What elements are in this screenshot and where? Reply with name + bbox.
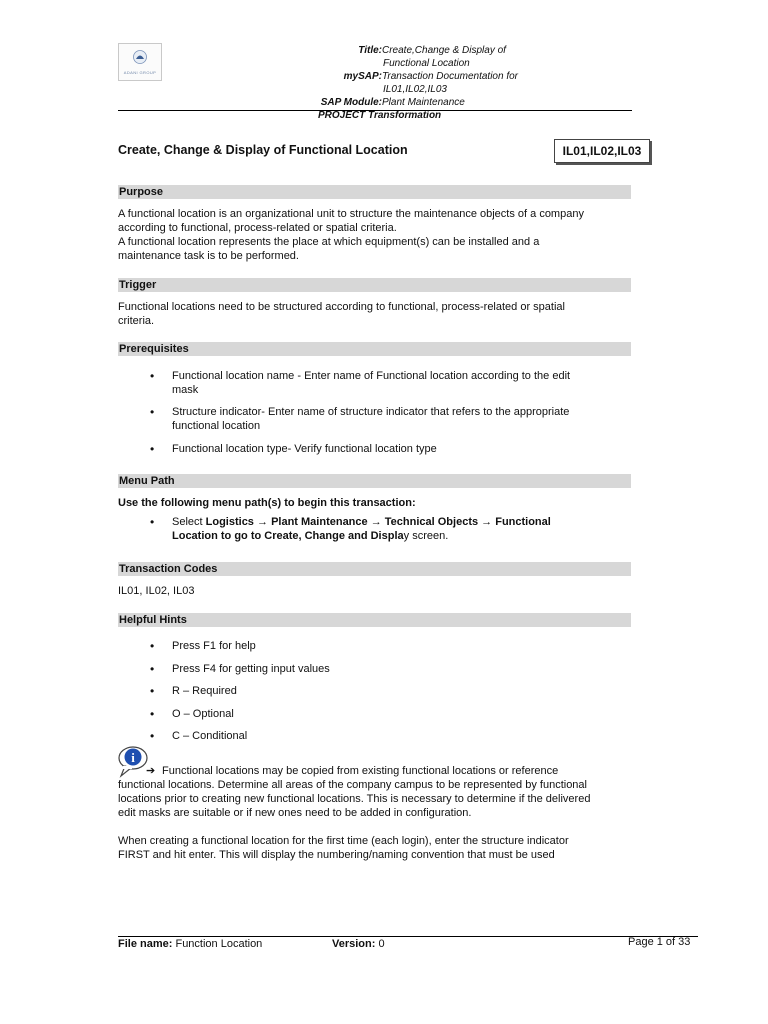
trigger-line: Functional locations need to be structured according to functional, process-related or spatial	[118, 301, 565, 313]
logo-text: ADANI GROUP	[123, 70, 157, 75]
note-line: locations prior to creating new functional locations. This is necessary to determine if the delivered	[118, 793, 591, 805]
arrow-right-icon: ➔	[146, 765, 156, 777]
project-name: PROJECT Transformation	[318, 110, 442, 121]
bullet-icon: •	[150, 684, 155, 698]
hint-item: R – Required	[172, 685, 237, 697]
section-heading-prerequisites: Prerequisites	[118, 342, 631, 356]
page-number: Page 1 of 33	[628, 936, 691, 948]
prerequisite-line: Functional location name - Enter name of Functional location according to the edit	[172, 370, 571, 382]
header-mysap-row-2: IL01,IL02,IL03	[383, 84, 447, 95]
menu-path-line-1	[172, 515, 632, 529]
file-name-label: File name:	[118, 938, 173, 950]
purpose-line: maintenance task is to be performed.	[118, 250, 299, 262]
arrow-right-icon: →	[257, 516, 268, 528]
version-label: Version:	[332, 938, 376, 950]
footer-version	[332, 937, 385, 951]
hint-item: Press F1 for help	[172, 640, 256, 652]
header-title-row	[318, 44, 506, 57]
bullet-icon: •	[150, 729, 155, 743]
transaction-code-box: IL01,IL02,IL03	[554, 139, 650, 163]
purpose-line: A functional location represents the place at which equipment(s) can be installed and a	[118, 236, 540, 248]
bullet-icon: •	[150, 515, 155, 529]
note-paragraph-2	[118, 834, 638, 862]
arrow-right-icon: →	[481, 516, 493, 528]
menu-path-select: Select	[172, 516, 203, 528]
bullet-icon: •	[150, 707, 155, 721]
section-heading-helpful-hints: Helpful Hints	[118, 613, 631, 627]
logo-icon	[133, 50, 147, 64]
mysap-value: Transaction Documentation for	[382, 71, 518, 82]
prerequisite-item	[172, 442, 622, 456]
menu-logistics: Logistics	[205, 516, 254, 528]
hint-item: O – Optional	[172, 708, 234, 720]
section-heading-menu-path: Menu Path	[118, 474, 631, 488]
note-line: Functional locations may be copied from existing functional locations or reference	[162, 765, 559, 777]
note-line: When creating a functional location for the first time (each login), enter the structure indicator	[118, 835, 569, 847]
menu-functional: Functional	[495, 516, 551, 528]
menu-path-item	[172, 515, 632, 543]
file-name-value: Function Location	[175, 938, 263, 950]
purpose-text	[118, 207, 638, 263]
note-line: edit masks are suitable or if new ones need to be added in configuration.	[118, 807, 472, 819]
version-value: 0	[378, 938, 385, 950]
module-label: SAP Module:	[320, 97, 382, 108]
purpose-line: according to functional, process-related or spatial criteria.	[118, 222, 397, 234]
company-logo	[118, 43, 162, 81]
document-title: Create, Change & Display of Functional Location	[118, 143, 408, 157]
hint-item: Press F4 for getting input values	[172, 663, 330, 675]
menu-location-rest: y screen.	[403, 530, 449, 542]
note-line: functional locations. Determine all areas of the company campus to be represented by functional	[118, 779, 587, 791]
header-mysap-row	[318, 70, 518, 83]
prerequisite-item	[172, 369, 622, 397]
prerequisite-line: mask	[172, 384, 199, 396]
bullet-icon: •	[150, 405, 155, 419]
section-heading-trigger: Trigger	[118, 278, 631, 292]
module-value: Plant Maintenance	[382, 97, 465, 108]
transaction-codes-value: IL01, IL02, IL03	[118, 585, 195, 597]
hint-item: C – Conditional	[172, 730, 248, 742]
prerequisite-line: functional location	[172, 420, 261, 432]
menu-path-intro: Use the following menu path(s) to begin this transaction:	[118, 497, 416, 509]
purpose-line: A functional location is an organizational unit to structure the maintenance objects of a company	[118, 208, 584, 220]
title-label: Title:	[358, 45, 382, 56]
bullet-icon: •	[150, 662, 155, 676]
arrow-right-icon: →	[370, 516, 382, 528]
bullet-icon: •	[150, 442, 155, 456]
note-text	[118, 764, 638, 820]
section-heading-transaction-codes: Transaction Codes	[118, 562, 631, 576]
title-value: Create,Change & Display of	[382, 45, 506, 56]
header-title-row-2: Functional Location	[383, 58, 470, 69]
prerequisite-line: Functional location type- Verify functional location type	[172, 443, 437, 455]
mysap-label: mySAP:	[343, 71, 382, 82]
trigger-text	[118, 300, 638, 328]
prerequisite-item	[172, 405, 622, 433]
trigger-line: criteria.	[118, 315, 155, 327]
footer-file-name	[118, 937, 262, 951]
bullet-icon: •	[150, 369, 155, 383]
prerequisite-line: Structure indicator- Enter name of structure indicator that refers to the appropriate	[172, 406, 570, 418]
menu-path-line-2	[172, 529, 632, 543]
menu-technical-objects: Technical Objects	[384, 516, 479, 528]
section-heading-purpose: Purpose	[118, 185, 631, 199]
bullet-icon: •	[150, 639, 155, 653]
header-module-row	[318, 96, 465, 109]
note-line: FIRST and hit enter. This will display the numbering/naming convention that must be used	[118, 849, 555, 861]
svg-text:i: i	[131, 750, 135, 765]
menu-location: Location to go to Create, Change and Displa	[172, 530, 404, 542]
menu-plant-maintenance: Plant Maintenance	[271, 516, 368, 528]
